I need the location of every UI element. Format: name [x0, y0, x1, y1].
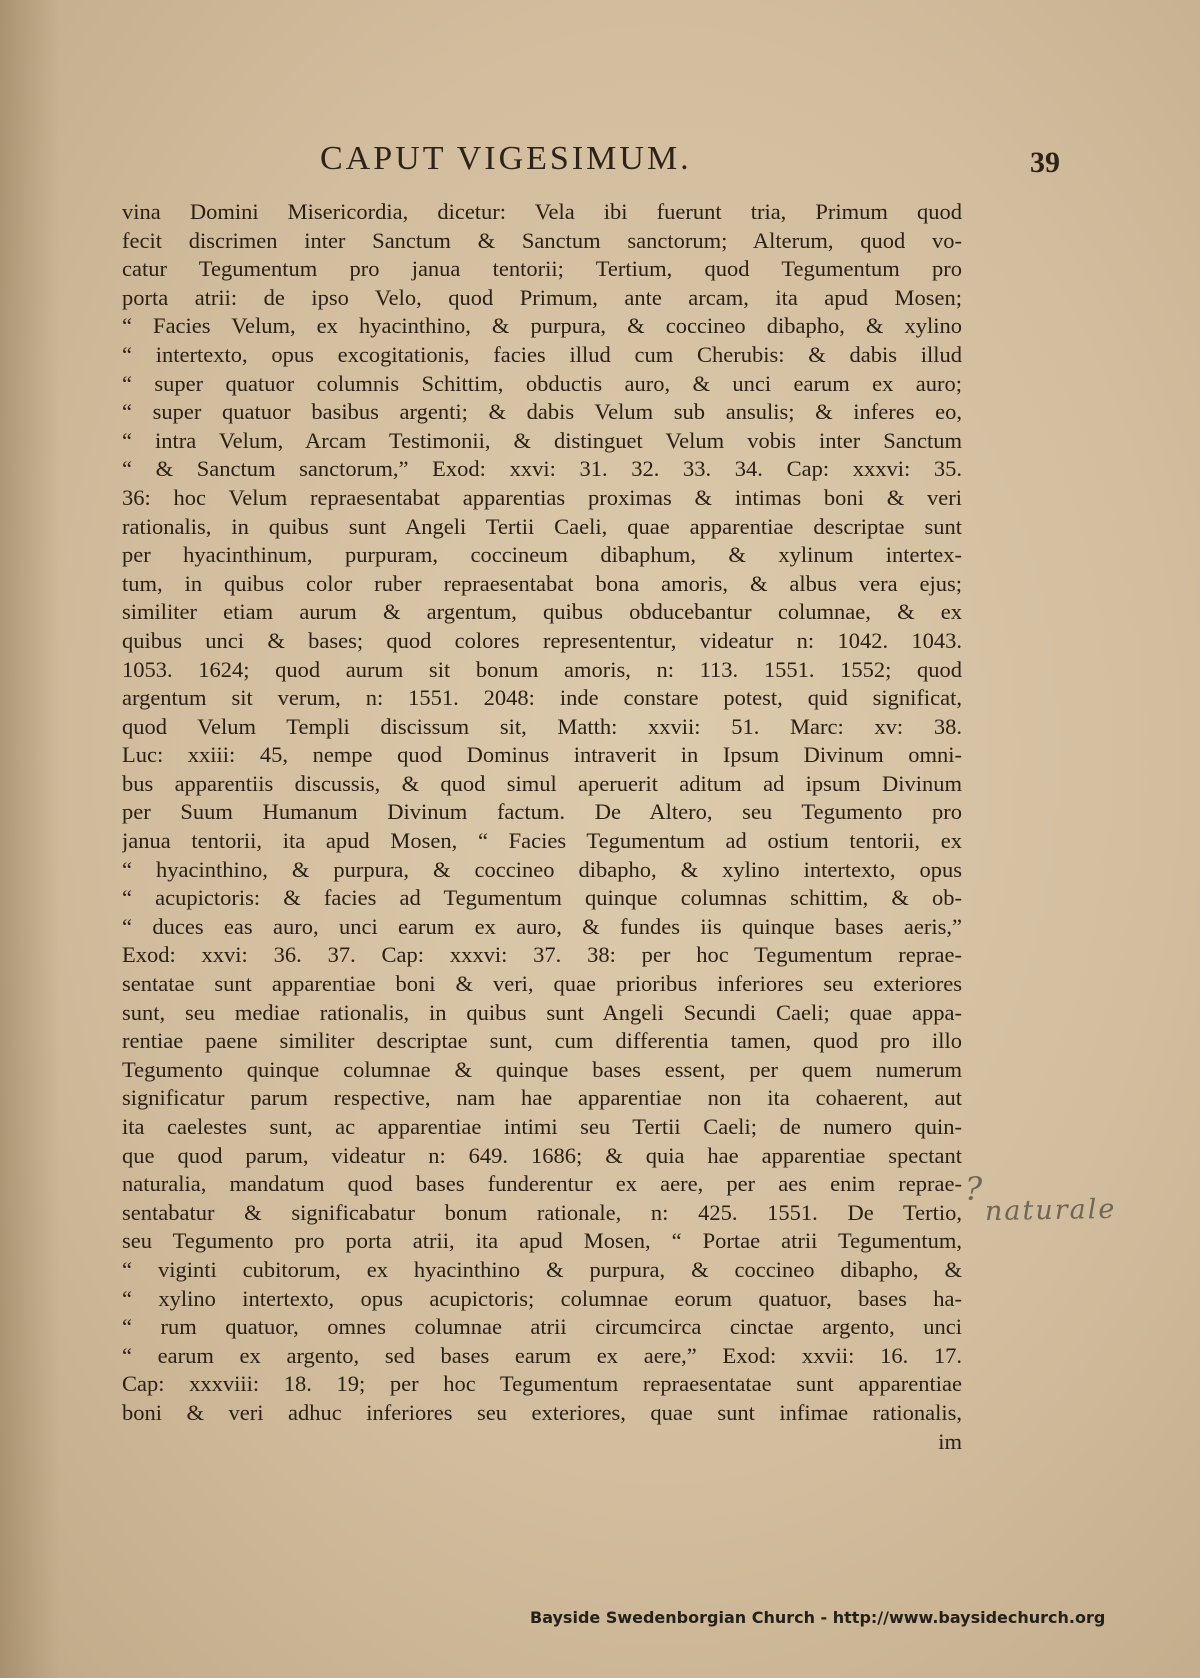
text-line: naturalia, mandatum quod bases funderentur ex aere, per aes enim reprae- — [122, 1171, 962, 1197]
text-line: sunt, seu mediae rationalis, in quibus sunt Angeli Secundi Caeli; quae appa- — [122, 999, 962, 1025]
page-number: 39 — [1030, 146, 1060, 179]
text-line: bus apparentiis discussis, & quod simul aperuerit aditum ad ipsum Divinum — [122, 770, 962, 796]
text-line: ita caelestes sunt, ac apparentiae intimi seu Tertii Caeli; de numero quin- — [122, 1114, 962, 1139]
footer-credit[interactable]: Bayside Swedenborgian Church - http://www.baysidechurch.org — [530, 1608, 1106, 1627]
text-line: quibus unci & bases; quod colores represententur, videatur n: 1042. 1043. — [122, 627, 962, 653]
text-line: argentum sit verum, n: 1551. 2048: inde constare potest, quid significat, — [122, 685, 962, 711]
text-line: “ acupictoris: & facies ad Tegumentum quinque columnas schittim, & ob- — [122, 885, 962, 911]
page-edge-shadow — [0, 0, 60, 1678]
text-line: “ viginti cubitorum, ex hyacinthino & purpura, & coccineo dibapho, & — [122, 1256, 962, 1282]
margin-question-mark: ? — [965, 1170, 983, 1208]
text-line: “ xylino intertexto, opus acupictoris; columnae eorum quatuor, bases ha- — [122, 1285, 962, 1311]
text-line: tum, in quibus color ruber repraesentabat bona amoris, & albus vera ejus; — [122, 570, 962, 596]
running-title: CAPUT VIGESIMUM. — [320, 140, 692, 177]
text-line: Exod: xxvi: 36. 37. Cap: xxxvi: 37. 38: per hoc Tegumentum reprae- — [122, 942, 962, 968]
text-line: 1053. 1624; quod aurum sit bonum amoris, n: 113. 1551. 1552; quod — [122, 656, 962, 682]
catchword: im — [938, 1428, 962, 1454]
text-line: Tegumento quinque columnae & quinque bases essent, per quem numerum — [122, 1056, 962, 1082]
margin-handwritten-note: naturale — [984, 1193, 1117, 1228]
text-line: fecit discrimen inter Sanctum & Sanctum sanctorum; Alterum, quod vo- — [122, 227, 962, 253]
text-line: significatur parum respective, nam hae apparentiae non ita cohaerent, aut — [122, 1085, 962, 1111]
text-line: sentatae sunt apparentiae boni & veri, quae prioribus inferiores seu exteriores — [122, 971, 962, 997]
text-line: “ & Sanctum sanctorum,” Exod: xxvi: 31. 32. 33. 34. Cap: xxxvi: 35. — [122, 456, 962, 482]
text-line: “ super quatuor basibus argenti; & dabis Velum sub ansulis; & inferes eo, — [122, 399, 962, 425]
text-line: seu Tegumento pro porta atrii, ita apud Mosen, “ Portae atrii Tegumentum, — [122, 1228, 962, 1254]
text-line: catur Tegumentum pro janua tentorii; Tertium, quod Tegumentum pro — [122, 256, 962, 282]
text-line: per hyacinthinum, purpuram, coccineum dibaphum, & xylinum intertex- — [122, 542, 962, 568]
text-line: Luc: xxiii: 45, nempe quod Dominus intraverit in Ipsum Divinum omni- — [122, 742, 962, 768]
text-line: 36: hoc Velum repraesentabat apparentias proximas & intimas boni & veri — [122, 484, 962, 510]
text-line: sentabatur & significabatur bonum rationale, n: 425. 1551. De Tertio, — [122, 1199, 962, 1225]
text-line: janua tentorii, ita apud Mosen, “ Facies Tegumentum ad ostium tentorii, ex — [122, 828, 962, 854]
text-line: vina Domini Misericordia, dicetur: Vela ibi fuerunt tria, Primum quod — [122, 199, 962, 224]
text-line: per Suum Humanum Divinum factum. De Altero, seu Tegumento pro — [122, 799, 962, 825]
text-line: “ intra Velum, Arcam Testimonii, & distinguet Velum vobis inter Sanctum — [122, 427, 962, 453]
text-line: Cap: xxxviii: 18. 19; per hoc Tegumentum repraesentatae sunt apparentiae — [122, 1371, 962, 1397]
text-line: “ earum ex argento, sed bases earum ex aere,” Exod: xxvii: 16. 17. — [122, 1342, 962, 1368]
page-header — [120, 140, 1060, 190]
text-line: “ hyacinthino, & purpura, & coccineo dibapho, & xylino intertexto, opus — [122, 856, 962, 882]
text-line: similiter etiam aurum & argentum, quibus obducebantur columnae, & ex — [122, 599, 962, 625]
text-line: “ intertexto, opus excogitationis, facies illud cum Cherubis: & dabis illud — [122, 341, 962, 367]
text-line: quod Velum Templi discissum sit, Matth: xxvii: 51. Marc: xv: 38. — [122, 713, 962, 739]
text-line: que quod parum, videatur n: 649. 1686; & quia hae apparentiae spectant — [122, 1142, 962, 1168]
text-line: boni & veri adhuc inferiores seu exteriores, quae sunt infimae rationalis, — [122, 1399, 962, 1425]
text-line: “ rum quatuor, omnes columnae atrii circumcirca cinctae argento, unci — [122, 1314, 962, 1340]
text-line: rentiae paene similiter descriptae sunt, cum differentia tamen, quod pro illo — [122, 1028, 962, 1054]
text-line: “ super quatuor columnis Schittim, obductis auro, & unci earum ex auro; — [122, 370, 962, 396]
body-text — [122, 198, 962, 1456]
text-line: rationalis, in quibus sunt Angeli Tertii Caeli, quae apparentiae descriptae sunt — [122, 513, 962, 539]
text-line: porta atrii: de ipso Velo, quod Primum, ante arcam, ita apud Mosen; — [122, 284, 962, 310]
text-line: “ Facies Velum, ex hyacinthino, & purpura, & coccineo dibapho, & xylino — [122, 313, 962, 339]
text-line: “ duces eas auro, unci earum ex auro, & fundes iis quinque bases aeris,” — [122, 913, 962, 939]
